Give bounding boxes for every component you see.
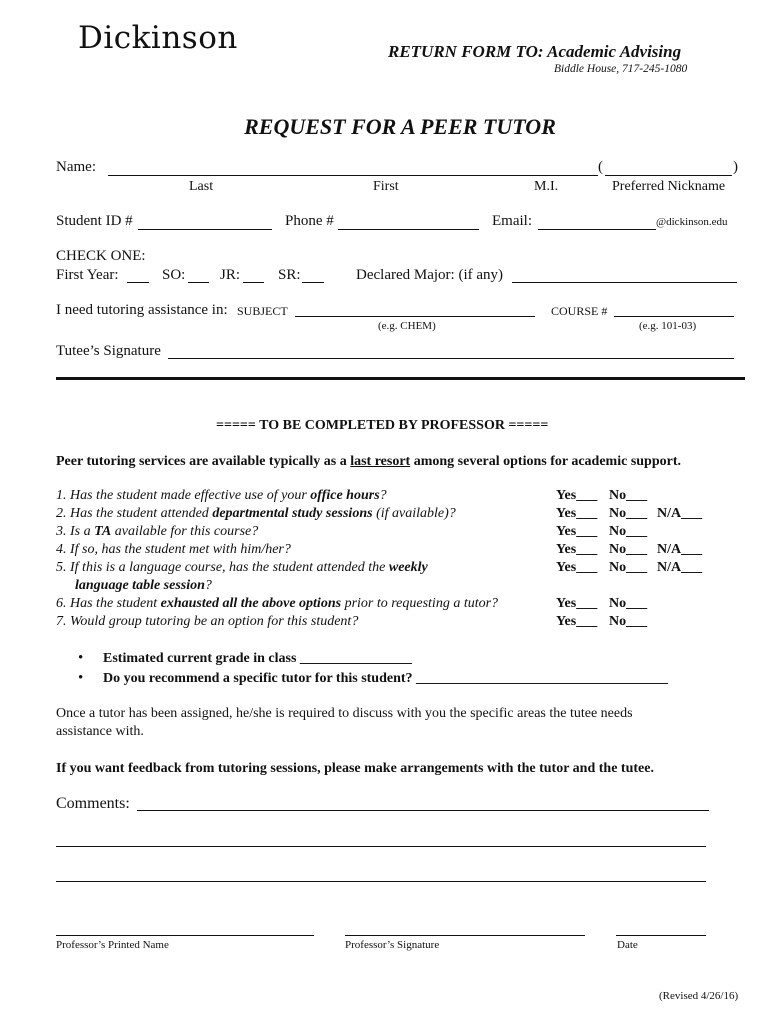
nickname-caption: Preferred Nickname [612, 179, 726, 194]
course-number-label: COURSE # [551, 304, 608, 318]
question-4: 4. If so, has the student met with him/her? [56, 542, 291, 557]
q4-no[interactable]: No___ [609, 542, 648, 557]
student-id-label: Student ID # [56, 213, 133, 229]
dickinson-logo: Dickinson [78, 20, 238, 56]
course-example: (e.g. 101-03) [639, 320, 697, 332]
need-tutoring-label: I need tutoring assistance in: [56, 302, 228, 318]
junior-label: JR: [220, 267, 241, 283]
q7-yes[interactable]: Yes___ [556, 614, 598, 629]
section-divider [56, 377, 745, 380]
junior-field[interactable] [243, 282, 264, 283]
revision-note: (Revised 4/26/16) [659, 990, 739, 1002]
feedback-note: If you want feedback from tutoring sessions, please make arrangements with the tutor and the tutee. [56, 761, 654, 776]
q4-yes[interactable]: Yes___ [556, 542, 598, 557]
question-5: 5. If this is a language course, has the student attended the weekly [56, 560, 428, 575]
q7-no[interactable]: No___ [609, 614, 648, 629]
name-label: Name: [56, 159, 96, 175]
senior-field[interactable] [302, 282, 324, 283]
form-title: REQUEST FOR A PEER TUTOR [244, 114, 556, 139]
nickname-field[interactable] [605, 175, 732, 176]
subject-label: SUBJECT [237, 304, 288, 318]
q6-no[interactable]: No___ [609, 596, 648, 611]
sophomore-field[interactable] [188, 282, 209, 283]
course-number-field[interactable] [614, 316, 734, 317]
tutee-signature-label: Tutee’s Signature [56, 343, 161, 359]
email-field[interactable] [538, 229, 656, 230]
comments-line-3[interactable] [56, 881, 706, 882]
assigned-text-line-2: assistance with. [56, 724, 144, 739]
printed-name-field[interactable] [56, 935, 314, 936]
email-domain: @dickinson.edu [656, 216, 728, 228]
q6-yes[interactable]: Yes___ [556, 596, 598, 611]
last-name-caption: Last [189, 179, 214, 194]
question-2: 2. Has the student attended departmental study sessions (if available)? [56, 506, 456, 521]
question-6: 6. Has the student exhausted all the above options prior to requesting a tutor? [56, 596, 499, 611]
q3-no[interactable]: No___ [609, 524, 648, 539]
q5-no[interactable]: No___ [609, 560, 648, 575]
first-year-label: First Year: [56, 267, 119, 283]
phone-label: Phone # [285, 213, 334, 229]
signature-caption: Professor’s Signature [345, 939, 440, 951]
declared-major-field[interactable] [512, 282, 737, 283]
name-field[interactable] [108, 175, 598, 176]
date-field[interactable] [616, 935, 706, 936]
professor-signature-field[interactable] [345, 935, 585, 936]
advising-address: Biddle House, 717-245-1080 [554, 63, 688, 75]
printed-name-caption: Professor’s Printed Name [56, 939, 169, 951]
date-caption: Date [617, 939, 638, 951]
open-paren: ( [598, 159, 603, 175]
middle-initial-caption: M.I. [534, 179, 559, 194]
sophomore-label: SO: [162, 267, 186, 283]
estimated-grade-item: Estimated current grade in class ________________ [103, 651, 412, 666]
close-paren: ) [733, 159, 738, 175]
email-label: Email: [492, 213, 532, 229]
senior-label: SR: [278, 267, 301, 283]
bullet-icon: • [78, 670, 84, 686]
question-3: 3. Is a TA available for this course? [56, 524, 259, 539]
peer-tutoring-intro: Peer tutoring services are available typically as a last resort among several options for academic support. [56, 454, 682, 469]
q4-na[interactable]: N/A___ [657, 542, 703, 557]
student-id-field[interactable] [138, 229, 272, 230]
q2-na[interactable]: N/A___ [657, 506, 703, 521]
return-to-text: RETURN FORM TO: Academic Advising [388, 42, 682, 61]
question-1: 1. Has the student made effective use of your office hours? [56, 488, 387, 503]
q2-no[interactable]: No___ [609, 506, 648, 521]
question-5-continued: language table session? [75, 578, 212, 593]
q1-no[interactable]: No___ [609, 488, 648, 503]
assigned-text-line-1: Once a tutor has been assigned, he/she is required to discuss with you the specific areas the tutee needs [56, 706, 633, 721]
q1-yes[interactable]: Yes___ [556, 488, 598, 503]
declared-major-label: Declared Major: (if any) [356, 267, 504, 283]
professor-section-header: ===== TO BE COMPLETED BY PROFESSOR ===== [216, 418, 549, 433]
subject-example: (e.g. CHEM) [378, 320, 436, 332]
phone-field[interactable] [338, 229, 479, 230]
comments-field[interactable] [137, 810, 709, 811]
recommend-tutor-item: Do you recommend a specific tutor for this student? ____________________________________ [103, 671, 669, 686]
q5-na[interactable]: N/A___ [657, 560, 703, 575]
comments-line-2[interactable] [56, 846, 706, 847]
first-year-field[interactable] [127, 282, 149, 283]
comments-label: Comments: [56, 795, 130, 812]
q3-yes[interactable]: Yes___ [556, 524, 598, 539]
q2-yes[interactable]: Yes___ [556, 506, 598, 521]
subject-field[interactable] [295, 316, 535, 317]
check-one-label: CHECK ONE: [56, 248, 146, 264]
question-7: 7. Would group tutoring be an option for this student? [56, 614, 359, 629]
tutee-signature-field[interactable] [168, 358, 734, 359]
bullet-icon: • [78, 650, 84, 666]
first-name-caption: First [373, 179, 399, 194]
q5-yes[interactable]: Yes___ [556, 560, 598, 575]
